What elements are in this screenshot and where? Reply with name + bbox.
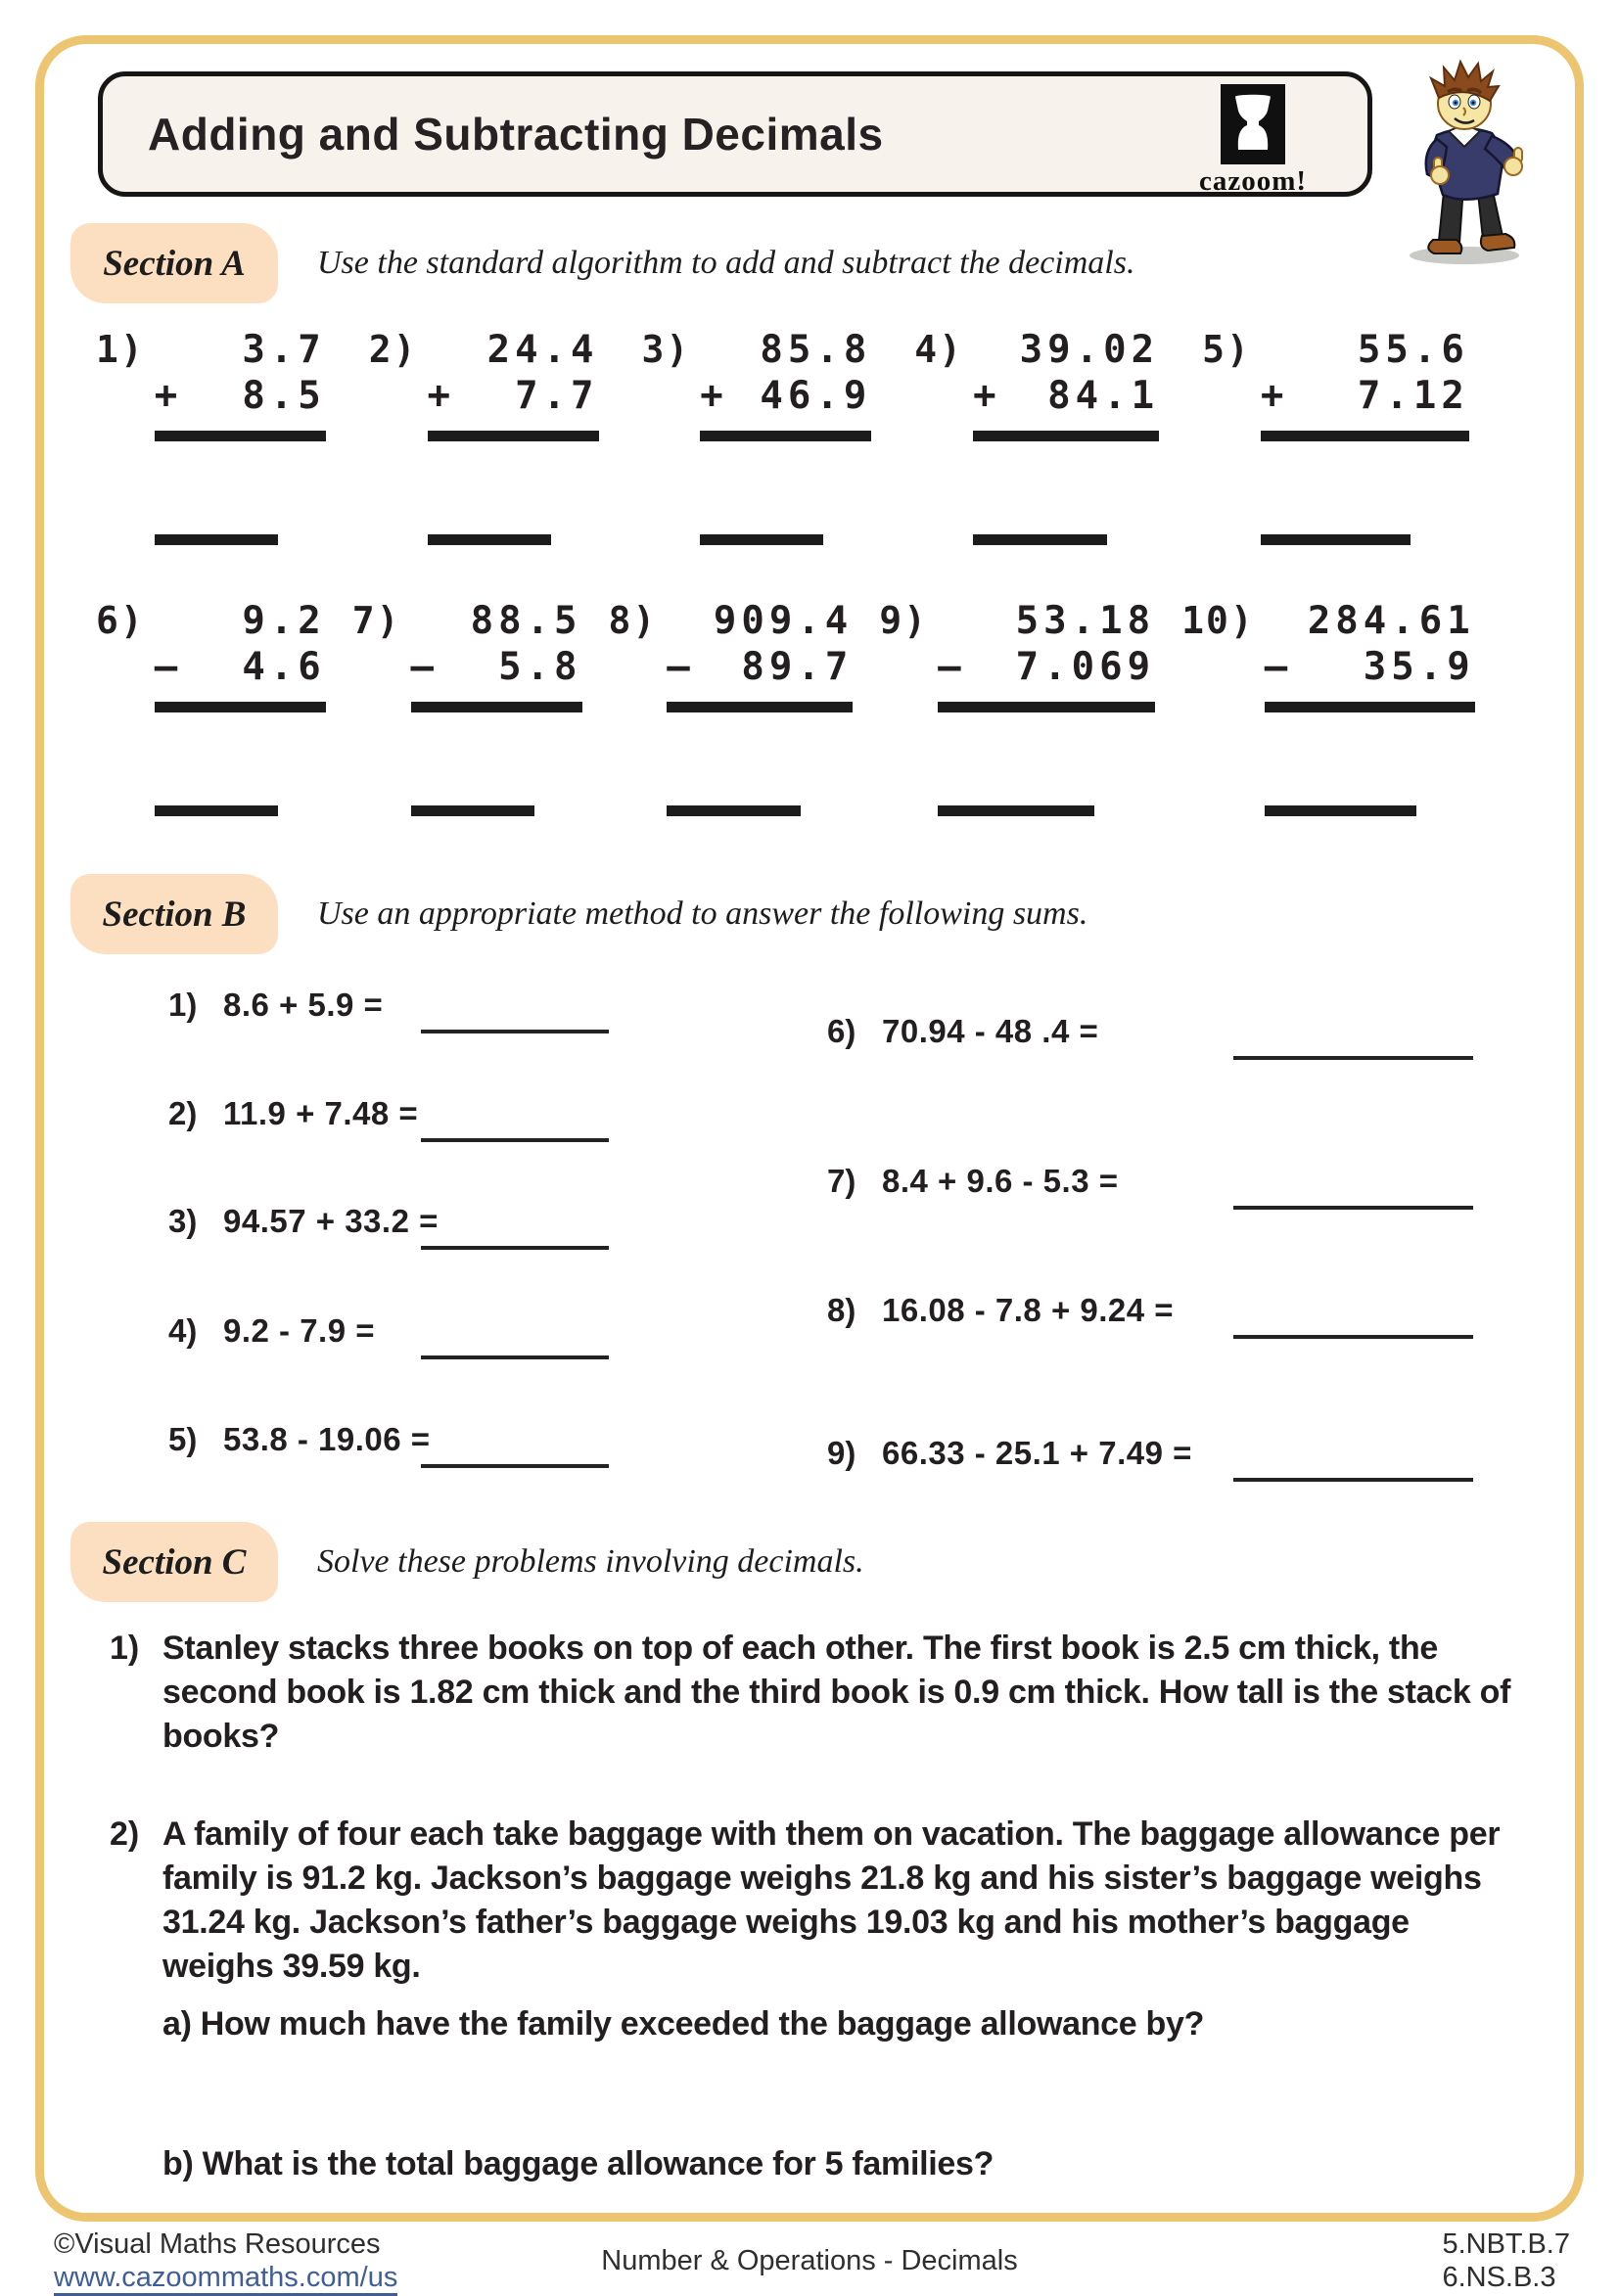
equals-line [667,702,853,712]
bottom-operand: 89.7 [741,645,854,689]
expression: 11.9 + 7.48 = [223,1095,419,1131]
answer-blank [421,1030,609,1033]
bottom-operand: 7.069 [1015,645,1156,689]
section-a-header [70,223,1134,303]
top-operand: 9.2 [242,599,326,643]
problem-number: 1) [96,328,145,371]
worksheet-title-box [98,71,1372,197]
expression: 53.8 - 19.06 = [223,1421,431,1457]
section-b-label: Section B [70,874,278,954]
answer-blank [428,534,551,545]
logo-wordmark: cazoom! [1198,165,1308,197]
mascot-boy-illustration [1388,57,1545,267]
item-number: 9) [827,1435,856,1471]
top-operand: 55.6 [1357,328,1469,372]
footer-standards [1442,2227,1570,2294]
bottom-operand: 5.8 [498,645,582,689]
operator: – [410,645,439,689]
answer-blank [700,534,823,545]
bottom-operand: 4.6 [242,645,326,689]
operator: + [1260,374,1289,418]
sub-question-label: a) [162,2005,192,2043]
equals-line [411,702,582,712]
operator: – [1264,645,1293,689]
page-title: Adding and Subtracting Decimals [148,109,884,160]
expression: 8.4 + 9.6 - 5.3 = [882,1163,1119,1199]
section-b-header [70,874,1087,954]
sub-question-label: b) [162,2145,194,2182]
problem-number: 1) [110,1630,140,1667]
column-problem-2 [368,328,599,545]
problem-number: 9) [879,599,929,642]
sum-item-2 [168,1095,609,1132]
expression: 70.94 - 48 .4 = [882,1013,1099,1049]
item-number: 2) [168,1095,198,1131]
answer-blank [1233,1206,1473,1210]
bottom-operand: 8.5 [242,374,326,418]
section-a-row-1 [96,328,1469,545]
problem-number: 2) [368,328,418,371]
column-problem-6 [96,599,326,816]
sum-item-9 [827,1435,1473,1472]
bottom-operand: 46.9 [760,374,872,418]
bottom-operand: 7.12 [1357,374,1469,418]
item-number: 1) [168,987,198,1023]
copyright-text: ©Visual Maths Resources [54,2228,381,2260]
equals-line [1265,702,1475,712]
operator: + [427,374,456,418]
column-problem-10 [1181,599,1475,816]
sub-question-b [162,2142,1528,2186]
problem-number: 6) [96,599,145,642]
sub-question-text: What is the total baggage allowance for 5 families? [202,2145,995,2182]
equals-line [938,702,1155,712]
item-number: 4) [168,1312,198,1349]
sub-question-a [162,2002,1528,2046]
top-operand: 3.7 [242,328,326,372]
sum-item-5 [168,1421,609,1458]
answer-blank [1261,534,1411,545]
top-operand: 24.4 [486,328,599,372]
cazoom-logo [1189,84,1317,198]
operator: + [973,374,1001,418]
answer-blank [421,1355,609,1359]
problem-number: 5) [1202,328,1251,371]
section-a-instruction: Use the standard algorithm to add and subtract the decimals. [317,245,1135,281]
item-number: 6) [827,1013,856,1049]
operator: + [154,374,183,418]
item-number: 7) [827,1163,856,1199]
answer-blank [155,534,278,545]
operator: – [938,645,966,689]
column-problem-9 [879,599,1156,816]
top-operand: 909.4 [713,599,854,643]
top-operand: 53.18 [1015,599,1156,643]
section-c-header [70,1522,864,1602]
operator: – [667,645,695,689]
website-link[interactable]: www.cazoommaths.com/us [54,2262,397,2296]
sub-question-text: How much have the family exceeded the baggage allowance by? [200,2005,1205,2043]
problem-number: 4) [914,328,964,371]
top-operand: 284.61 [1307,599,1475,643]
sum-item-3 [168,1203,609,1240]
top-operand: 85.8 [760,328,872,372]
expression: 9.2 - 7.9 = [223,1312,376,1349]
problem-text: Stanley stacks three books on top of each other. The first book is 2.5 cm thick, the second book is 1.82 cm thick and the third book is 0.9 cm thick. How tall is the stack of books? [162,1630,1511,1755]
expression: 66.33 - 25.1 + 7.49 = [882,1435,1192,1471]
problem-number: 10) [1181,599,1255,642]
answer-blank [1233,1478,1473,1482]
section-a-label: Section A [70,223,278,303]
section-a-row-2 [96,599,1475,816]
section-c-label: Section C [70,1522,278,1602]
expression: 94.57 + 33.2 = [223,1203,439,1239]
sum-item-1 [168,987,609,1024]
item-number: 8) [827,1292,856,1328]
problem-number: 7) [351,599,401,642]
sum-item-8 [827,1292,1473,1329]
column-problem-8 [608,599,854,816]
answer-blank [421,1464,609,1468]
column-problem-1 [96,328,326,545]
equals-line [155,431,326,441]
answer-blank [667,805,801,816]
top-operand: 88.5 [470,599,582,643]
expression: 16.08 - 7.8 + 9.24 = [882,1292,1175,1328]
sum-item-6 [827,1013,1473,1050]
standard-code-2: 6.NS.B.3 [1442,2262,1556,2293]
operator: + [700,374,728,418]
sum-item-4 [168,1312,609,1350]
top-operand: 39.02 [1019,328,1160,372]
bottom-operand: 84.1 [1047,374,1160,418]
column-problem-5 [1202,328,1469,545]
item-number: 5) [168,1421,198,1457]
answer-blank [973,534,1107,545]
column-problem-3 [641,328,872,545]
bottom-operand: 7.7 [515,374,599,418]
column-problem-7 [351,599,582,816]
section-b-instruction: Use an appropriate method to answer the following sums. [317,895,1088,932]
word-problem-1 [110,1627,1543,1759]
answer-blank [411,805,534,816]
expression: 8.6 + 5.9 = [223,987,384,1023]
equals-line [155,702,326,712]
djembe-drum-icon [1221,84,1285,164]
answer-blank [938,805,1094,816]
bottom-operand: 35.9 [1363,645,1475,689]
answer-blank [1265,805,1416,816]
problem-number: 3) [641,328,691,371]
footer-topic: Number & Operations - Decimals [601,2245,1018,2276]
equals-line [973,431,1159,441]
sum-item-7 [827,1163,1473,1200]
answer-blank [1233,1335,1473,1339]
item-number: 3) [168,1203,198,1239]
answer-blank [155,805,278,816]
problem-number: 2) [110,1815,140,1853]
equals-line [428,431,599,441]
problem-number: 8) [608,599,658,642]
answer-blank [421,1246,609,1250]
standard-code-1: 5.NBT.B.7 [1442,2228,1570,2260]
section-c-instruction: Solve these problems involving decimals. [317,1543,864,1580]
answer-blank [1233,1056,1473,1060]
word-problem-2 [110,1813,1528,2186]
column-problem-4 [914,328,1160,545]
equals-line [1261,431,1469,441]
equals-line [700,431,871,441]
answer-blank [421,1138,609,1142]
operator: – [154,645,183,689]
problem-text: A family of four each take baggage with them on vacation. The baggage allowance per family is 91.2 kg. Jackson’s baggage weighs 21.8 kg and his sister’s baggage weighs 31.24 kg. Jackson’s father’s baggage weighs 19.03 kg and his mother’s baggage weighs 39.59 kg. [162,1815,1501,1985]
